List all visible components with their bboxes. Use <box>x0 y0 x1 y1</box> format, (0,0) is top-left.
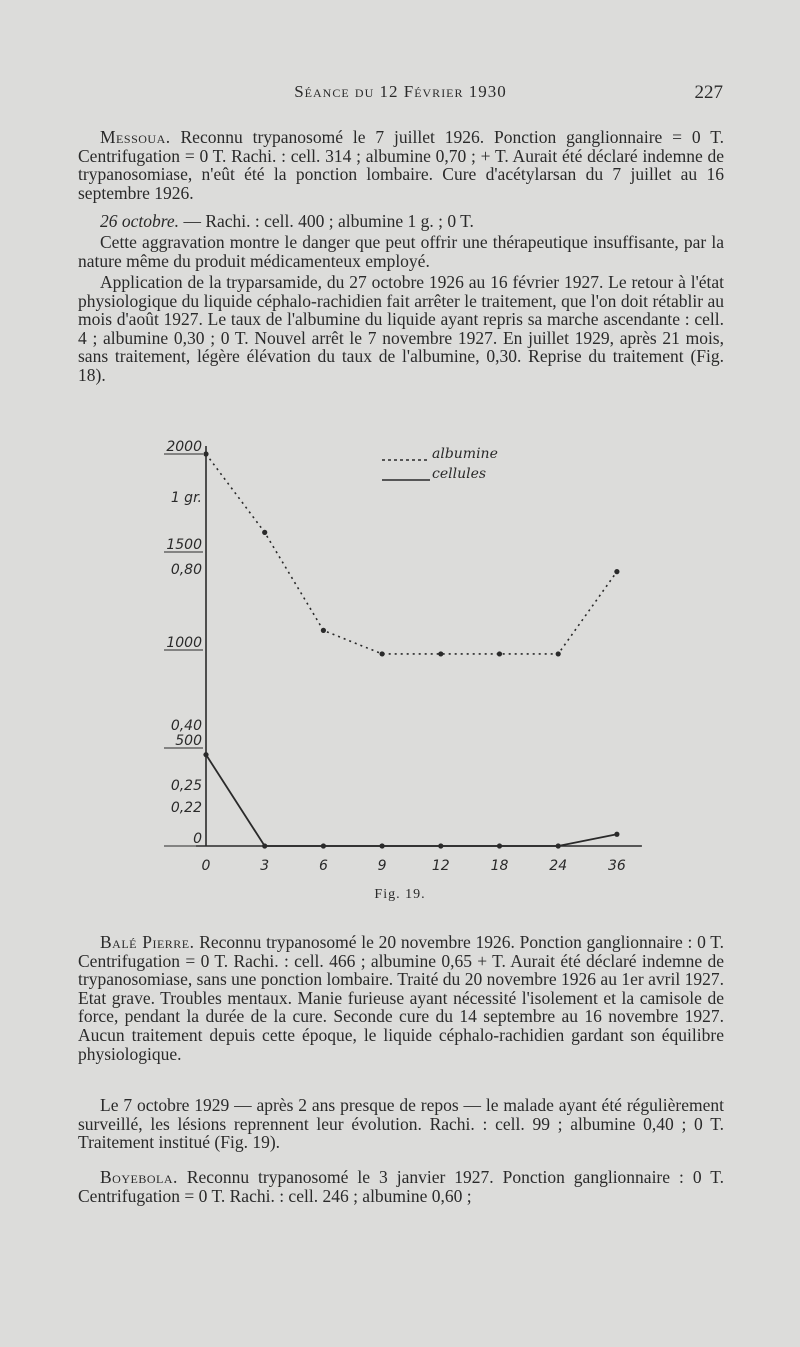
y-tick-label-albumine: 0,80 <box>170 562 202 578</box>
paragraph-bale-pierre <box>78 933 724 1063</box>
x-tick-label: 3 <box>260 858 270 874</box>
patient-name-messoua: Messoua. <box>100 127 171 147</box>
y-tick-label-albumine: 0,25 <box>170 778 202 794</box>
data-point-albumine <box>262 530 267 535</box>
paragraph-october-1929: Le 7 octobre 1929 — après 2 ans presque de repos — le malade ayant été régulièrement surveillé, les lésions reprennent leur évolution. Rachi. : cell. 99 ; albumine 0,40 ; 0 T. Traitement institué (Fig. 19). <box>78 1095 724 1153</box>
series-line-albumine <box>206 454 617 654</box>
data-point-albumine <box>497 651 502 656</box>
paragraph-tryparsamide: Application de la tryparsamide, du 27 octobre 1926 au 16 février 1927. Le retour à l'état physiologique du liquide céphalo-rachidien fait arrêter le traitement, que l'on doit rétablir au mois d'août 1927. Le taux de l'albumine du liquide ayant repris sa marche ascendante : cell. 4 ; albumine 0,30 ; 0 T. Nouvel arrêt le 7 novembre 1927. En juillet 1929, après 21 mois, sans traitement, légère élévation du taux de l'albumine, 0,30. Reprise du traitement (Fig. 18). <box>78 272 724 385</box>
data-point-albumine <box>614 569 619 574</box>
y-tick-label-cells: 1500 <box>166 537 202 553</box>
y-tick-label-albumine: 0,22 <box>170 800 202 816</box>
x-tick-label: 6 <box>318 858 328 874</box>
patient-name-bale-pierre: Balé Pierre. <box>100 932 195 952</box>
paragraph-boyebola-text: Reconnu trypanosomé le 3 janvier 1927. Ponction ganglionnaire : 0 T. Centrifugation = 0 T. Rachi. : cell. 246 ; albumine 0,60 ; <box>78 1167 724 1206</box>
y-tick-label-cells: 0 <box>193 831 202 847</box>
data-point-albumine <box>321 628 326 633</box>
paragraph-messoua <box>78 128 724 202</box>
data-point-cellules <box>380 843 385 848</box>
legend-label-cellules: cellules <box>432 466 487 482</box>
figure-19-chart <box>140 438 650 878</box>
paragraph-boyebola <box>78 1168 724 1205</box>
x-tick-label: 0 <box>201 858 211 874</box>
running-header <box>78 82 723 108</box>
paragraph-bale-pierre-text: Reconnu trypanosomé le 20 novembre 1926. Ponction ganglionnaire : 0 T. Centrifugation = 0 T. Rachi. : cell. 466 ; albumine 0,65 + T. Aurait été déclaré indemne de trypanosomiase, sans une ponction lombaire. Traité du 20 novembre 1926 au 1er avril 1927. Etat grave. Troubles mentaux. Manie furieuse ayant nécessité l'isolement et la camisole de force, pendant la durée de la cure. Seconde cure du 14 septembre au 16 novembre 1927. Aucun traitement depuis cette époque, le liquide céphalo-rachidien gardant son équilibre physiologique. <box>78 932 724 1064</box>
legend-label-albumine: albumine <box>432 446 498 462</box>
y-tick-label-cells: 500 <box>175 733 202 749</box>
y-tick-label-cells: 1000 <box>166 635 202 651</box>
figure-caption: Fig. 19. <box>374 887 426 902</box>
data-point-albumine <box>438 651 443 656</box>
paragraph-aggravation: Cette aggravation montre le danger que peut offrir une thérapeutique insuffisante, par la nature même du produit médicamenteux employé. <box>78 232 724 271</box>
y-tick-label-albumine: 1 gr. <box>170 490 202 506</box>
data-point-cellules <box>438 843 443 848</box>
patient-name-boyebola: Boyebola. <box>100 1167 178 1187</box>
y-tick-label-albumine: 0,40 <box>170 718 202 734</box>
date-october: 26 octobre. <box>100 211 180 231</box>
x-tick-label: 12 <box>431 858 450 874</box>
data-point-cellules <box>614 832 619 837</box>
x-tick-label: 9 <box>377 858 387 874</box>
x-tick-label: 18 <box>490 858 509 874</box>
data-point-cellules <box>203 752 208 757</box>
paragraph-messoua-text: Reconnu trypanosomé le 7 juillet 1926. Ponction ganglionnaire = 0 T. Centrifugation = 0 T. Rachi. : cell. 314 ; albumine 0,70 ; + T. Aurait été déclaré indemne de trypanosomiase, n'eût été la ponction lombaire. Cure d'acétylarsan du 7 juillet au 16 septembre 1926. <box>78 127 724 203</box>
running-title: Séance du 12 Février 1930 <box>294 82 507 101</box>
data-point-cellules <box>556 843 561 848</box>
paragraph-october-text: — Rachi. : cell. 400 ; albumine 1 g. ; 0 T. <box>179 211 474 231</box>
y-tick-label-cells: 2000 <box>166 439 202 455</box>
data-point-cellules <box>321 843 326 848</box>
data-point-cellules <box>497 843 502 848</box>
data-point-albumine <box>380 651 385 656</box>
x-tick-label: 24 <box>549 858 568 874</box>
page-number: 227 <box>694 82 723 103</box>
data-point-albumine <box>556 651 561 656</box>
data-point-albumine <box>203 451 208 456</box>
series-line-cellules <box>206 755 617 846</box>
paragraph-october <box>78 212 724 231</box>
data-point-cellules <box>262 843 267 848</box>
x-tick-label: 36 <box>607 858 626 874</box>
